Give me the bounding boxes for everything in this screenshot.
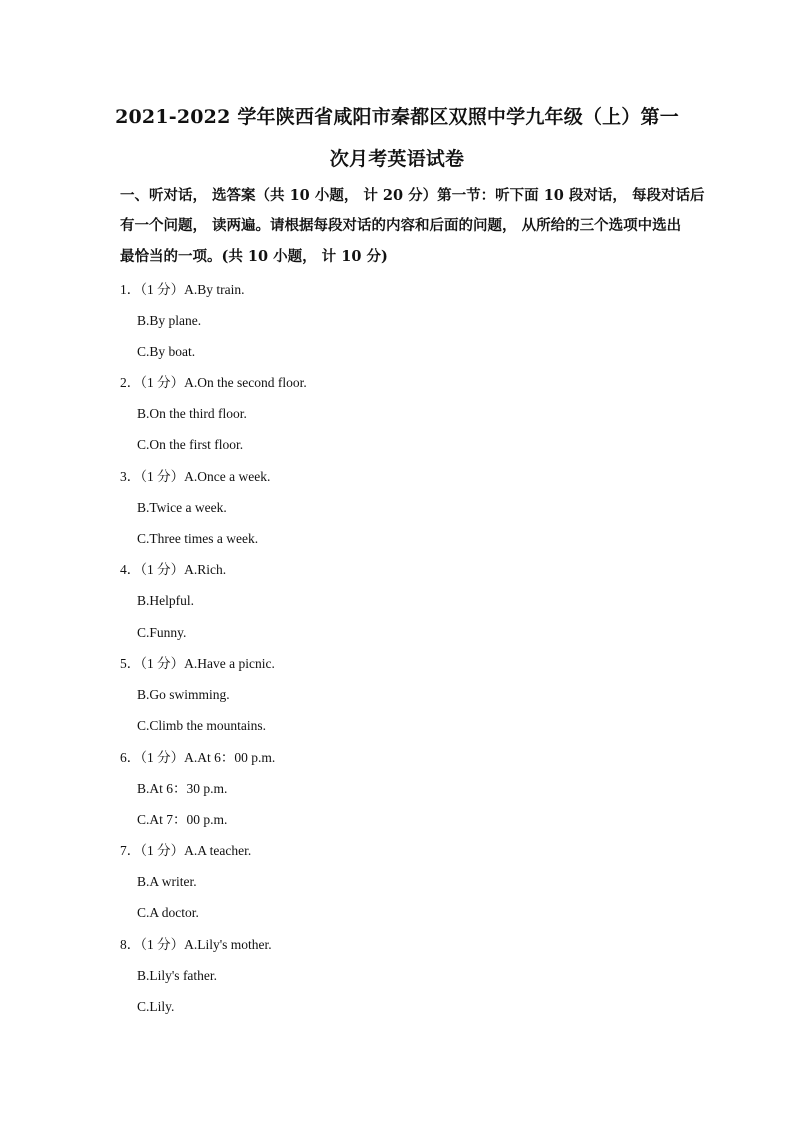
question-2-option-c: C.On the first floor. xyxy=(137,437,244,452)
question-1-stem: 1．（1 分）A.By train. xyxy=(120,282,245,297)
question-8-option-b: B.Lily's father. xyxy=(137,968,218,983)
question-3-option-b: B.Twice a week. xyxy=(137,500,227,515)
question-3-stem: 3．（1 分）A.Once a week. xyxy=(120,469,271,484)
question-7-option-b: B.A writer. xyxy=(137,874,197,889)
question-6-option-b: B.At 6：30 p.m. xyxy=(137,781,228,796)
question-4-stem: 4．（1 分）A.Rich. xyxy=(120,562,227,577)
question-1-option-b: B.By plane. xyxy=(137,313,202,328)
question-5-option-c: C.Climb the mountains. xyxy=(137,718,267,733)
question-2-option-b: B.On the third floor. xyxy=(137,406,247,421)
question-1-option-c: C.By boat. xyxy=(137,344,196,359)
question-2-stem: 2．（1 分）A.On the second floor. xyxy=(120,375,307,390)
question-5-stem: 5．（1 分）A.Have a picnic. xyxy=(120,656,275,671)
question-8-option-c: C.Lily. xyxy=(137,999,175,1014)
question-6-option-c: C.At 7：00 p.m. xyxy=(137,812,228,827)
section-instructions-line-2: 有一个问题， 读两遍。请根据每段对话的内容和后面的问题， 从所给的三个选项中选出 xyxy=(120,217,682,234)
section-instructions-line-3: 最恰当的一项。(共 10 小题， 计 10 分) xyxy=(120,248,388,265)
question-3-option-c: C.Three times a week. xyxy=(137,531,259,546)
question-5-option-b: B.Go swimming. xyxy=(137,687,230,702)
page-title-line-1: 2021-2022 学年陕西省咸阳市秦都区双照中学九年级（上）第一 xyxy=(115,106,679,128)
question-7-option-c: C.A doctor. xyxy=(137,905,199,920)
question-7-stem: 7．（1 分）A.A teacher. xyxy=(120,843,252,858)
page-title-line-2: 次月考英语试卷 xyxy=(329,148,465,170)
section-instructions-line-1: 一、听对话， 选答案（共 10 小题， 计 20 分）第一节：听下面 10 段对话， 每段对话后 xyxy=(120,187,705,204)
question-6-stem: 6．（1 分）A.At 6：00 p.m. xyxy=(120,750,276,765)
question-4-option-b: B.Helpful. xyxy=(137,593,194,608)
question-4-option-c: C.Funny. xyxy=(137,625,187,640)
question-8-stem: 8．（1 分）A.Lily's mother. xyxy=(120,937,272,952)
